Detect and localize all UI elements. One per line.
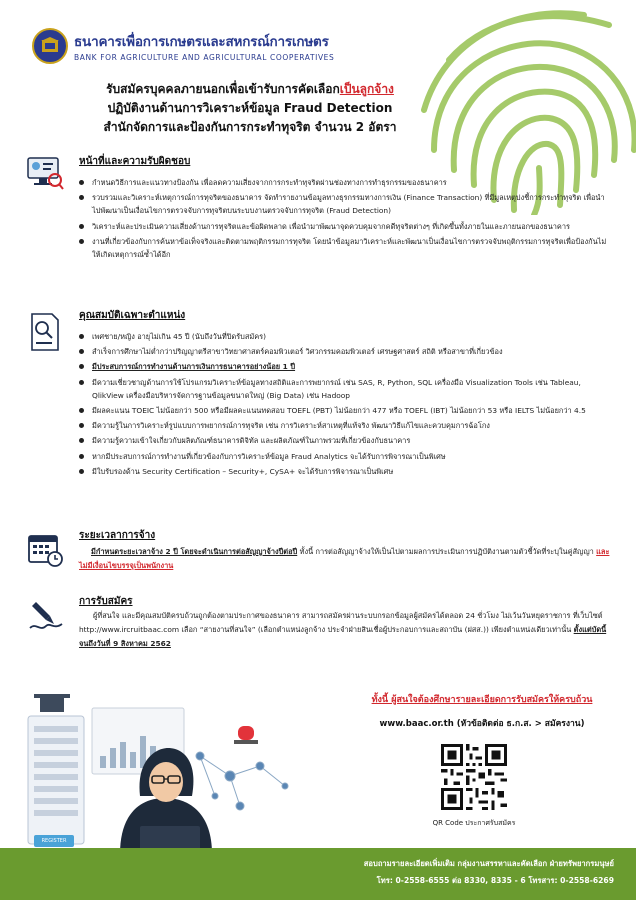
list-item: มีใบรับรองด้าน Security Certification – Security+, CySA+ จะได้รับการพิจารณาเป็นพิเศษ xyxy=(79,465,609,478)
list-item: วิเคราะห์และประเมินความเสี่ยงด้านการทุจริตและข้อผิดพลาด เพื่อนำมาพัฒนาจุดควบคุมจากคดีทุจริตต่างๆ ที่เกิดขึ้นทั้งภายในและภายนอกของธนาคาร xyxy=(79,220,609,233)
application-heading: การรับสมัคร xyxy=(79,596,133,607)
list-item: มีประสบการณ์การทำงานด้านการเงินการธนาคารอย่างน้อย 1 ปี xyxy=(79,360,609,373)
list-item: สำเร็จการศึกษาไม่ต่ำกว่าปริญญาตรีสาขาวิทยาศาสตร์คอมพิวเตอร์ วิศวกรรมคอมพิวเตอร์ เศรษฐศาสตร์ สถิติ หรือสาขาที่เกี่ยวข้อง xyxy=(79,345,609,358)
call-to-action xyxy=(352,692,612,730)
footer-bar xyxy=(0,848,636,900)
application-paragraph: ผู้ที่สนใจ และมีคุณสมบัติครบถ้วนถูกต้องตามประกาศของธนาคาร สามารถสมัครผ่านระบบกรอกข้อมูลผู้สมัครได้ตลอด 24 ชั่วโมง ไม่เว้นวันหยุดราชการ ที่เว็บไซต์ http://www.ircruitbaac.com เลือก “สายงานที่สนใจ” (เลือกตำแหน่งลูกจ้าง ประจำฝ่ายสินเชื่อผู้ประกอบการและสถาบัน (ฝสส.)) เพียงตำแหน่งเดียวเท่านั้น ตั้งแต่บัดนี้จนถึงวันที่ 9 สิงหาคม 2562 xyxy=(79,611,607,648)
list-item: มีความรู้ความเข้าใจเกี่ยวกับผลิตภัณฑ์ธนาคารดิจิทัล และผลิตภัณฑ์ในภาพรวมที่เกี่ยวข้องกับธนาคาร xyxy=(79,434,609,447)
qualifications-list xyxy=(79,330,609,480)
qr-caption: QR Code ประกาศรับสมัคร xyxy=(432,819,516,827)
signing-pen-icon xyxy=(26,594,66,634)
employment-heading: ระยะเวลาการจ้าง xyxy=(79,530,156,541)
employment-paragraph: มีกำหนดระยะเวลาจ้าง 2 ปี โดยจะดำเนินการต่อสัญญาจ้างปีต่อปี ทั้งนี้ การต่อสัญญาจ้างให้เป็นไปตามผลการประเมินการปฏิบัติงานตามตัวชี้วัดที่ระบุในคู่สัญญา และไม่มีเงื่อนไขบรรจุเป็นพนักงาน xyxy=(79,547,610,570)
list-item: เพศชาย/หญิง อายุไม่เกิน 45 ปี (นับถึงวันที่ปิดรับสมัคร) xyxy=(79,330,609,343)
fraud-analyst-illustration xyxy=(0,686,330,856)
title-line-1: รับสมัครบุคคลภายนอกเพื่อเข้ารับการคัดเลือกเป็นลูกจ้าง xyxy=(106,82,394,96)
footer-contact-line: สอบถามรายละเอียดเพิ่มเติม กลุ่มงานสรรหาและคัดเลือก ฝ่ายทรัพยากรมนุษย์ xyxy=(363,859,614,868)
calendar-icon xyxy=(26,530,64,568)
list-item: มีความรู้ในการวิเคราะห์รูปแบบการพยากรณ์การทุจริต เช่น การวิเคราะห์สาเหตุที่แท้จริง พัฒนาวิธีแก้ไขและควบคุมการฉ้อโกง xyxy=(79,419,609,432)
title-line-3: สำนักจัดการและป้องกันการกระทำทุจริต จำนวน 2 อัตรา xyxy=(103,120,397,134)
bank-name-thai: ธนาคารเพื่อการเกษตรและสหกรณ์การเกษตร xyxy=(74,34,329,50)
list-item: มีผลคะแนน TOEIC ไม่น้อยกว่า 500 หรือมีผลคะแนนทดสอบ TOEFL (PBT) ไม่น้อยกว่า 477 หรือ TOEFL (IBT) ไม่น้อยกว่า 53 หรือ IELTS ไม่น้อยกว่า 4.5 xyxy=(79,404,609,417)
footer-phone-line: โทร: 0-2558-6555 ต่อ 8330, 8335 - 6 โทรสาร: 0-2558-6269 xyxy=(376,876,614,885)
list-item: รวบรวมและวิเคราะห์เหตุการณ์การทุจริตของธนาคาร จัดทำรายงานข้อมูลทางธุรกรรมทางการเงิน (Finance Transaction) ที่มีมูลเหตุบ่งชี้การกระทำทุจริต เพื่อนำไปพัฒนาเป็นเงื่อนไขการตรวจจับการทุจริตบนระบบงานตรวจจับการทุจริต (Fraud Detection) xyxy=(79,191,609,217)
baac-logo xyxy=(32,28,334,64)
register-button[interactable]: REGISTER xyxy=(34,835,74,847)
analytics-monitor-icon xyxy=(22,150,66,194)
cta-notice: ทั้งนี้ ผู้สนใจต้องศึกษารายละเอียดการรับสมัครให้ครบถ้วน xyxy=(371,695,593,705)
bank-name-english: BANK FOR AGRICULTURE AND AGRICULTURAL COOPERATIVES xyxy=(74,53,335,62)
title-line-2: ปฏิบัติงานด้านการวิเคราะห์ข้อมูล Fraud Detection xyxy=(107,101,393,115)
duties-list xyxy=(79,176,609,263)
duties-heading: หน้าที่และความรับผิดชอบ xyxy=(79,156,191,167)
announcement-title xyxy=(70,80,430,137)
list-item: กำหนดวิธีการและแนวทางป้องกัน เพื่อลดความเสี่ยงจากการกระทำทุจริตผ่านช่องทางการทำธุรกรรมของธนาคาร xyxy=(79,176,609,189)
list-item: หากมีประสบการณ์การทำงานที่เกี่ยวข้องกับการวิเคราะห์ข้อมูล Fraud Analytics จะได้รับการพิจารณาเป็นพิเศษ xyxy=(79,450,609,463)
bank-emblem-icon xyxy=(32,28,68,64)
document-search-icon xyxy=(22,310,66,354)
qualifications-heading: คุณสมบัติเฉพาะตำแหน่ง xyxy=(79,310,186,321)
list-item: มีความเชี่ยวชาญด้านการใช้โปรแกรมวิเคราะห์ข้อมูลทางสถิติและการพยากรณ์ เช่น SAS, R, Python, SQL เครื่องมือ Visualization Tools เช่น Tableau, QlikView เครื่องมือบริหารจัดการฐานข้อมูลขนาดใหญ่ (Big Data) เช่น Hadoop xyxy=(79,376,609,402)
website-link[interactable]: www.baac.or.th (หัวข้อติดต่อ ธ.ก.ส. > สมัครงาน) xyxy=(379,719,585,729)
qr-code-icon[interactable] xyxy=(441,744,507,810)
list-item: งานที่เกี่ยวข้องกับการค้นหาข้อเท็จจริงและติดตามพฤติกรรมการทุจริต โดยนำข้อมูลมาวิเคราะห์และพัฒนาเป็นเงื่อนไขการตรวจจับพฤติกรรมการทุจริตเพื่อป้องกันไม่ให้เกิดเหตุการณ์ซ้ำได้อีก xyxy=(79,235,609,261)
